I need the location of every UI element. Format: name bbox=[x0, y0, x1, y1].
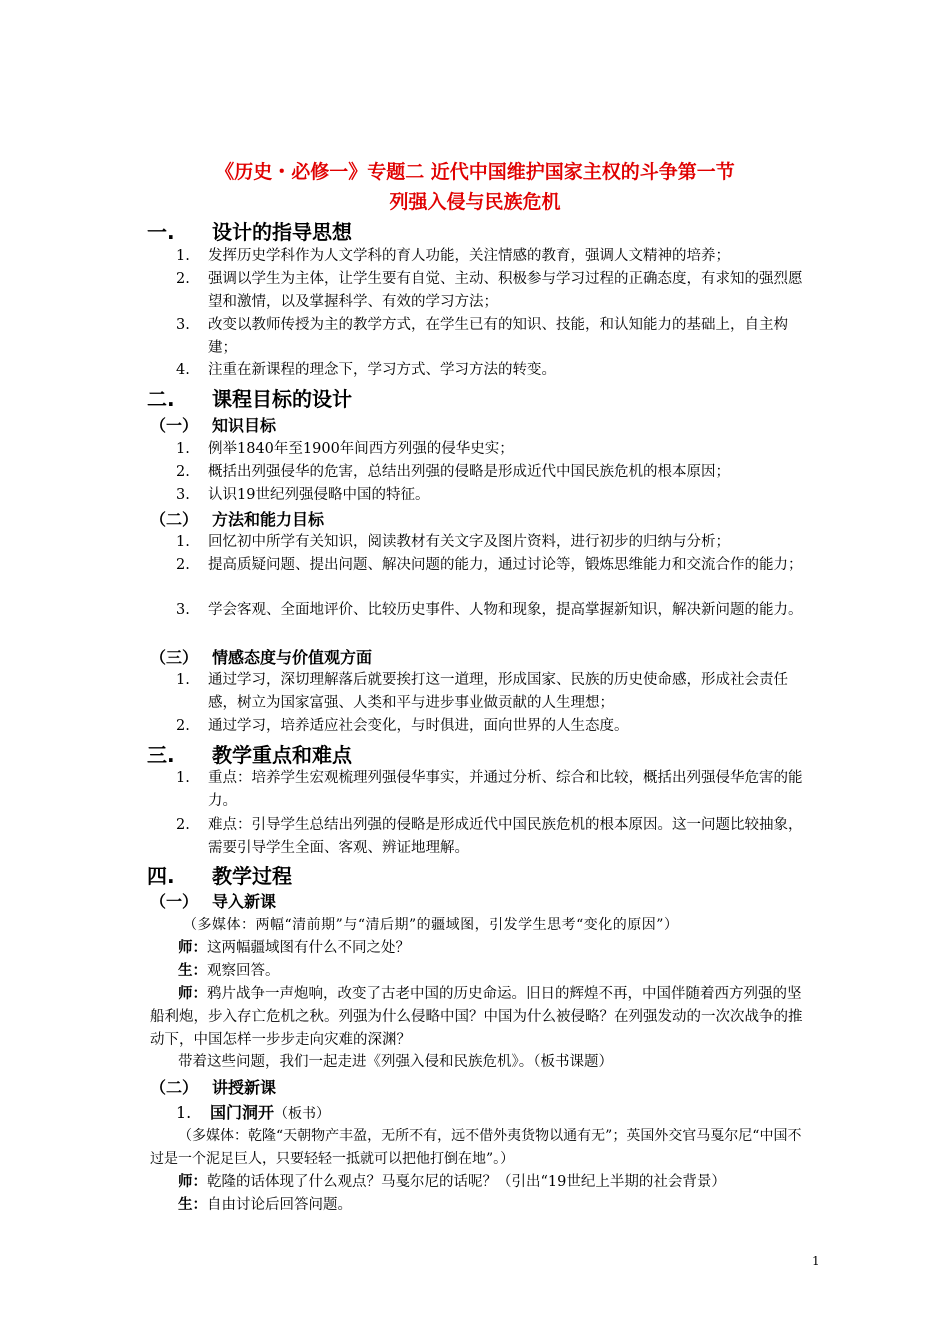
section-title: 课程目标的设计 bbox=[212, 387, 352, 411]
list-item: 3. 改变以教师传授为主的教学方式，在学生已有的知识、技能，和认知能力的基础上，自主构建； bbox=[176, 317, 788, 356]
subsection-lecture-heading: （二） 讲授新课 bbox=[150, 1078, 277, 1097]
section-number: 四. bbox=[147, 864, 175, 888]
subsection-values-heading: （三） 情感态度与价值观方面 bbox=[150, 648, 373, 667]
section-title: 教学重点和难点 bbox=[212, 743, 352, 767]
section-number: 一. bbox=[147, 220, 175, 244]
list-item: 2. 难点：引导学生总结出列强的侵略是形成近代中国民族危机的根本原因。这一问题比较抽象，需要引导学生全面、客观、辨证地理解。 bbox=[176, 817, 803, 856]
closing-paragraph: 带着这些问题，我们一起走进《列强入侵和民族危机》。（板书课题） bbox=[178, 1054, 613, 1070]
lecture-point-heading: 1. 国门洞开（板书） bbox=[176, 1103, 331, 1122]
list-item: 3. 学会客观、全面地评价、比较历史事件、人物和现象，提高掌握新知识，解决新问题的能力。 bbox=[176, 602, 803, 618]
section-title: 教学过程 bbox=[212, 864, 292, 888]
list-item: 2. 提高质疑问题、提出问题、解决问题的能力，通过讨论等，锻炼思维能力和交流合作的能力； bbox=[176, 557, 803, 573]
multimedia-note: （多媒体：两幅“清前期”与“清后期”的疆域图，引发学生思考“变化的原因”） bbox=[183, 917, 679, 933]
subsection-intro-heading: （一） 导入新课 bbox=[150, 892, 277, 911]
list-item: 1. 重点：培养学生宏观梳理列强侵华事实，并通过分析、综合和比较，概括出列强侵华危害的能力。 bbox=[176, 770, 803, 809]
section-1-heading bbox=[147, 216, 352, 245]
list-item: 1. 回忆初中所学有关知识，阅读教材有关文字及图片资料，进行初步的归纳与分析； bbox=[176, 534, 730, 550]
list-item: 2. 通过学习，培养适应社会变化，与时俱进，面向世界的人生态度。 bbox=[176, 718, 629, 734]
section-2-heading bbox=[147, 383, 352, 412]
subsection-method-heading: （二） 方法和能力目标 bbox=[150, 510, 325, 529]
dialogue-student: 生：自由讨论后回答问题。 bbox=[178, 1197, 352, 1213]
section-number: 二. bbox=[147, 387, 175, 411]
list-item: 1. 发挥历史学科作为人文学科的育人功能，关注情感的教育，强调人文精神的培养； bbox=[176, 248, 730, 264]
page-number: 1 bbox=[812, 1254, 820, 1268]
subsection-knowledge-heading: （一） 知识目标 bbox=[150, 416, 277, 435]
document-title-line2: 列强入侵与民族危机 bbox=[389, 191, 561, 213]
list-item: 3. 认识19世纪列强侵略中国的特征。 bbox=[176, 487, 430, 503]
dialogue-teacher: 师：乾隆的话体现了什么观点？马戛尔尼的话呢？（引出“19世纪上半期的社会背景） bbox=[178, 1174, 726, 1190]
section-number: 三. bbox=[147, 743, 175, 767]
section-3-heading bbox=[147, 739, 352, 768]
dialogue-student: 生：观察回答。 bbox=[178, 963, 280, 979]
section-4-heading bbox=[147, 860, 292, 889]
document-title-line1: 《历史・必修一》专题二 近代中国维护国家主权的斗争第一节 bbox=[215, 161, 735, 183]
section-title: 设计的指导思想 bbox=[212, 220, 352, 244]
list-item: 2. 强调以学生为主体，让学生要有自觉、主动、积极参与学习过程的正确态度，有求知的强烈愿望和激情，以及掌握科学、有效的学习方法； bbox=[176, 271, 803, 310]
dialogue-teacher: 师：这两幅疆域图有什么不同之处？ bbox=[178, 940, 410, 956]
list-item: 4. 注重在新课程的理念下，学习方式、学习方法的转变。 bbox=[176, 362, 556, 378]
list-item: 2. 概括出列强侵华的危害，总结出列强的侵略是形成近代中国民族危机的根本原因； bbox=[176, 464, 730, 480]
list-item: 1. 例举1840年至1900年间西方列强的侵华史实； bbox=[176, 441, 514, 457]
multimedia-note: （多媒体：乾隆“天朝物产丰盈，无所不有，远不借外夷货物以通有无”；英国外交官马戛尔尼“中国不过是一个泥足巨人，只要轻轻一抵就可以把他打倒在地”。） bbox=[150, 1128, 802, 1167]
dialogue-teacher: 师：鸦片战争一声炮响，改变了古老中国的历史命运。旧日的辉煌不再，中国伴随着西方列强的坚船利炮，步入存亡危机之秋。列强为什么侵略中国？中国为什么被侵略？在列强发动的一次次战争的推动下，中国怎样一步步走向灾难的深渊？ bbox=[150, 986, 803, 1048]
list-item: 1. 通过学习，深切理解落后就要挨打这一道理，形成国家、民族的历史使命感，形成社会责任感，树立为国家富强、人类和平与进步事业做贡献的人生理想； bbox=[176, 672, 788, 711]
